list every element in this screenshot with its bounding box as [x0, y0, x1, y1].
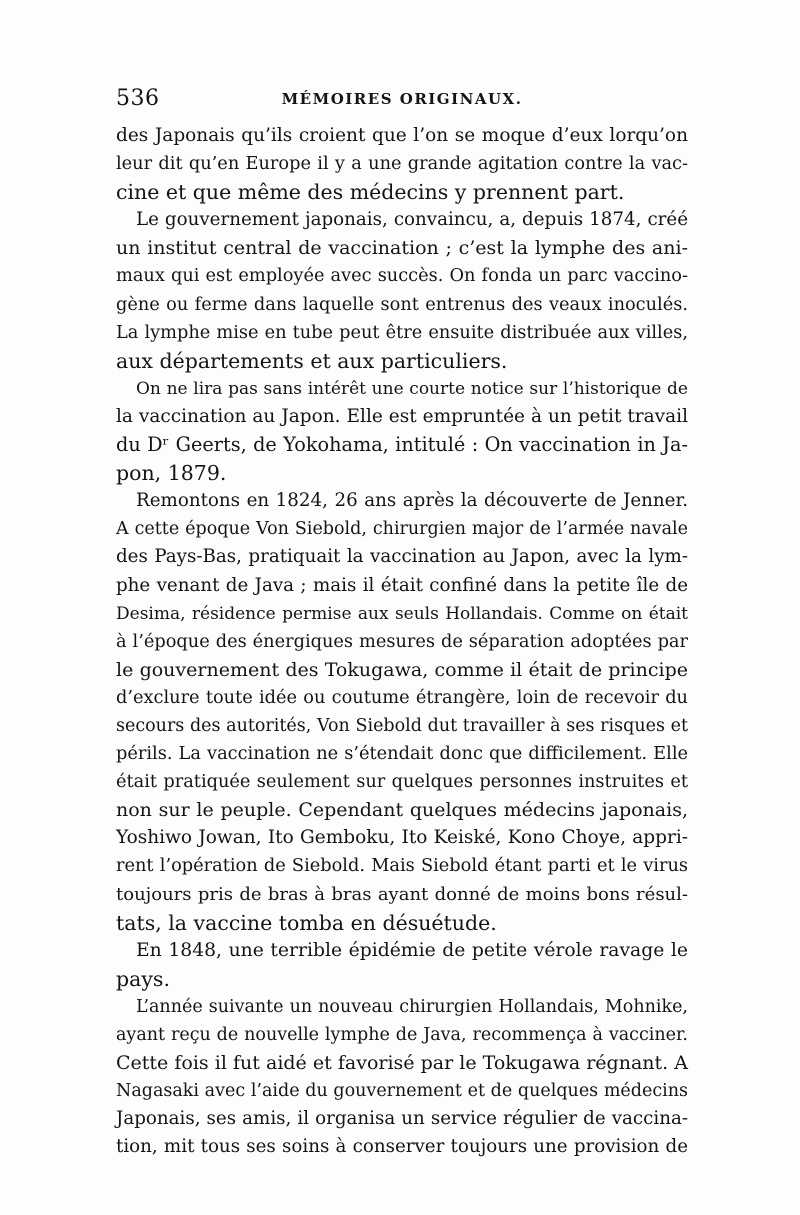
text-line: était pratiquée seulement sur quelques personnes instruites et — [116, 772, 688, 793]
text-line: L’année suivante un nouveau chirurgien Hollandais, Mohnike, — [136, 996, 688, 1017]
text-line: On ne lira pas sans intérêt une courte notice sur l’historique de — [136, 378, 688, 399]
text-line: La lymphe mise en tube peut être ensuite distribuée aux villes, — [116, 322, 688, 343]
text-line: En 1848, une terrible épidémie de petite vérole ravage le — [136, 939, 688, 961]
text-line: Cette fois il fut aidé et favorisé par le Tokugawa régnant. A — [116, 1052, 688, 1075]
text-line: tion, mit tous ses soins à conserver toujours une provision de — [116, 1136, 688, 1158]
text-line: non sur le peuple. Cependant quelques médecins japonais, — [116, 799, 688, 822]
text-line: Le gouvernement japonais, convaincu, a, depuis 1874, créé — [136, 209, 688, 231]
text-line: la vaccination au Japon. Elle est empruntée à un petit travail — [116, 405, 688, 427]
text-line: A cette époque Von Siebold, chirurgien major de l’armée navale — [116, 519, 688, 540]
text-line: tats, la vaccine tomba en désuétude. — [116, 910, 497, 935]
text-line: Nagasaki avec l’aide du gouvernement et de quelques médecins — [116, 1081, 688, 1102]
text-line: des Japonais qu’ils croient que l’on se moque d’eux lorqu’on — [116, 125, 688, 146]
body-text — [116, 122, 688, 1161]
text-line: un institut central de vaccination ; c’est la lymphe des ani- — [116, 237, 688, 260]
text-line: Desima, résidence permise aux seuls Hollandais. Comme on était — [116, 603, 688, 624]
text-line: phe venant de Java ; mais il était confiné dans la petite île de — [116, 574, 688, 596]
text-line: pays. — [116, 966, 170, 991]
text-line: gène ou ferme dans laquelle sont entrenus des veaux inoculés. — [116, 294, 688, 315]
text-line: périls. La vaccination ne s’étendait donc que difficilement. Elle — [116, 744, 688, 765]
text-line: Yoshiwo Jowan, Ito Gemboku, Ito Keiské, Kono Choye, appri- — [116, 827, 688, 849]
text-line: d’exclure toute idée ou coutume étrangère, loin de recevoir du — [116, 687, 688, 708]
running-title: MÉMOIRES ORIGINAUX. — [281, 90, 523, 108]
text-line: leur dit qu’en Europe il y a une grande agitation contre la vac- — [116, 154, 688, 175]
text-line: à l’époque des énergiques mesures de séparation adoptées par — [116, 631, 688, 652]
text-line: cine et que même des médecins y prennent part. — [116, 180, 625, 205]
text-line: le gouvernement des Tokugawa, comme il était de principe — [116, 658, 688, 681]
text-line: des Pays-Bas, pratiquait la vaccination au Japon, avec la lym- — [116, 546, 688, 568]
text-line: pon, 1879. — [116, 461, 227, 486]
text-line: rent l’opération de Siebold. Mais Siebold étant parti et le virus — [116, 856, 688, 877]
text-line: du Dʳ Geerts, de Yokohama, intitulé : On vaccination in Ja- — [116, 433, 688, 457]
text-line: Japonais, ses amis, il organisa un service régulier de vaccina- — [116, 1108, 688, 1130]
text-line: Remontons en 1824, 26 ans après la découverte de Jenner. — [136, 490, 688, 512]
page-header — [116, 86, 688, 116]
page-number: 536 — [116, 86, 160, 111]
text-line: maux qui est employée avec succès. On fonda un parc vaccino- — [116, 266, 688, 287]
text-line: toujours pris de bras à bras ayant donné de moins bons résul- — [116, 883, 688, 905]
text-line: aux départements et aux particuliers. — [116, 348, 508, 373]
text-line: ayant reçu de nouvelle lymphe de Java, recommença à vacciner. — [116, 1025, 688, 1045]
text-line: secours des autorités, Von Siebold dut travailler à ses risques et — [116, 715, 688, 736]
